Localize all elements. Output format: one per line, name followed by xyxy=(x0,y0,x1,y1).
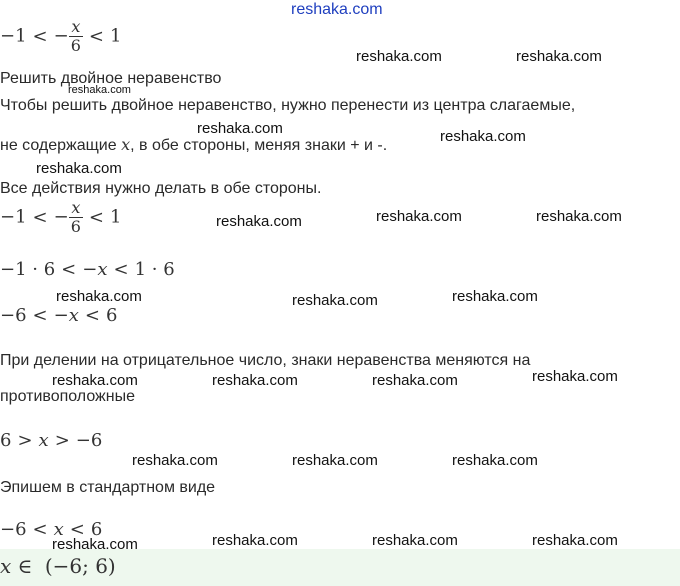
math-term: −x xyxy=(82,259,108,280)
watermark: reshaka.com xyxy=(356,48,442,65)
explanation-prefix: не содержащие xyxy=(0,137,122,154)
inequality-repeat xyxy=(0,199,121,236)
standard-form-label: Эпишем в стандартном виде xyxy=(0,479,216,496)
math-term: −1 xyxy=(0,206,27,228)
watermark: reshaka.com xyxy=(56,288,142,305)
watermark: reshaka.com xyxy=(132,452,218,469)
math-term: −1 · 6 xyxy=(0,259,56,280)
inequality-flipped xyxy=(0,430,102,451)
less-than-sign: < xyxy=(88,206,105,228)
math-term: 6 xyxy=(90,519,103,540)
math-term: 6 xyxy=(105,305,118,326)
math-term: 1 · 6 xyxy=(134,259,175,280)
less-than-sign: < xyxy=(69,519,85,540)
watermark: reshaka.com xyxy=(372,372,458,389)
less-than-sign: < xyxy=(88,25,105,47)
watermark: reshaka.com xyxy=(52,536,138,553)
watermark: reshaka.com xyxy=(68,84,131,96)
fraction-denominator: 6 xyxy=(70,217,81,236)
inequality-multiplied xyxy=(0,259,175,280)
watermark: reshaka.com xyxy=(452,452,538,469)
site-header[interactable]: reshaka.com xyxy=(291,1,383,18)
watermark: reshaka.com xyxy=(452,288,538,305)
math-term: −6 xyxy=(0,305,27,326)
math-term: 1 xyxy=(110,206,122,228)
both-sides-note: Все действия нужно делать в обе стороны. xyxy=(0,180,322,197)
math-term: 6 xyxy=(0,430,12,451)
greater-than-sign: > xyxy=(17,430,33,451)
watermark: reshaka.com xyxy=(197,120,283,137)
watermark: reshaka.com xyxy=(212,532,298,549)
watermark: reshaka.com xyxy=(216,213,302,230)
watermark: reshaka.com xyxy=(36,160,122,177)
math-term: 1 xyxy=(110,25,122,47)
answer-interval: (−6; 6) xyxy=(44,554,116,578)
watermark: reshaka.com xyxy=(532,532,618,549)
watermark: reshaka.com xyxy=(532,368,618,385)
inequality-simplified xyxy=(0,305,117,326)
less-than-sign: < xyxy=(32,25,48,47)
less-than-sign: < xyxy=(32,519,48,540)
math-term: −x xyxy=(53,305,79,326)
less-than-sign: < xyxy=(32,305,48,326)
math-term: −6 xyxy=(0,519,27,540)
fraction xyxy=(69,199,83,236)
watermark: reshaka.com xyxy=(292,292,378,309)
intro-label: Решить двойное неравенство xyxy=(0,70,222,87)
fraction-denominator: 6 xyxy=(70,36,81,55)
watermark: reshaka.com xyxy=(212,372,298,389)
less-than-sign: < xyxy=(84,305,100,326)
answer xyxy=(0,554,116,578)
watermark: reshaka.com xyxy=(536,208,622,225)
watermark: reshaka.com xyxy=(52,372,138,389)
fraction-numerator: x xyxy=(69,18,83,37)
fraction-numerator: x xyxy=(69,199,83,218)
answer-prefix: x ∈ xyxy=(0,554,33,578)
minus-sign: − xyxy=(53,206,69,228)
watermark: reshaka.com xyxy=(440,128,526,145)
division-note-line-1: При делении на отрицательное число, знаки неравенства меняются на xyxy=(0,352,531,369)
variable-x: x xyxy=(121,135,131,154)
math-term: −1 xyxy=(0,25,27,47)
explanation-line-1: Чтобы решить двойное неравенство, нужно перенести из центра слагаемые, xyxy=(0,97,576,114)
fraction xyxy=(69,18,83,55)
greater-than-sign: > xyxy=(54,430,70,451)
explanation-line-2 xyxy=(0,135,387,155)
math-term: −6 xyxy=(75,430,103,451)
variable-x: x xyxy=(53,519,64,540)
less-than-sign: < xyxy=(61,259,77,280)
watermark: reshaka.com xyxy=(376,208,462,225)
watermark: reshaka.com xyxy=(516,48,602,65)
division-note-line-2: противоположные xyxy=(0,388,135,405)
variable-x: x xyxy=(38,430,49,451)
inequality-original xyxy=(0,18,121,55)
less-than-sign: < xyxy=(32,206,48,228)
watermark: reshaka.com xyxy=(372,532,458,549)
minus-sign: − xyxy=(53,25,69,47)
explanation-suffix: , в обе стороны, меняя знаки + и -. xyxy=(130,137,388,154)
watermark: reshaka.com xyxy=(292,452,378,469)
less-than-sign: < xyxy=(113,259,129,280)
